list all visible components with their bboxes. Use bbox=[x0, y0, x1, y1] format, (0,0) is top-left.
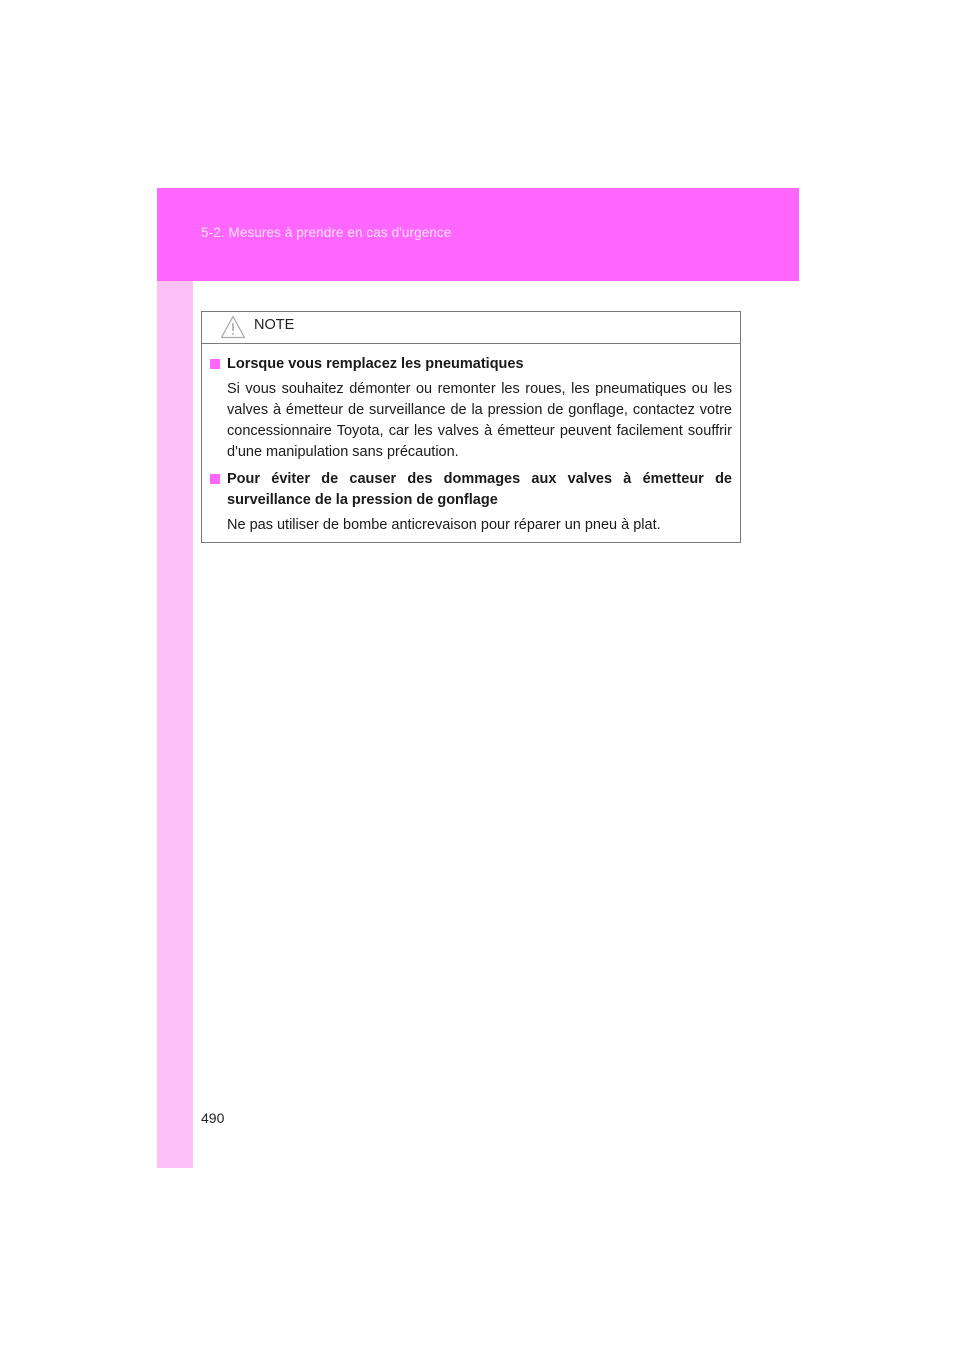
page-number: 490 bbox=[201, 1110, 225, 1126]
note-item-text: Si vous souhaitez démonter ou remonter les roues, les pneumatiques ou les valves à émetteur de surveillance de la pression de gonflage, contactez votre concessionnaire Toyota, car les valves à émetteur peuvent facilement souffrir d'une manipulation sans précaution. bbox=[227, 381, 732, 460]
square-bullet-icon bbox=[210, 474, 220, 484]
note-title: NOTE bbox=[254, 317, 295, 333]
note-item-heading bbox=[210, 354, 732, 375]
note-header bbox=[202, 312, 740, 344]
note-item bbox=[210, 469, 732, 536]
note-item bbox=[210, 354, 732, 463]
side-strip bbox=[157, 188, 193, 1168]
note-item-heading bbox=[210, 469, 732, 511]
warning-triangle-icon bbox=[220, 315, 246, 339]
breadcrumb: 5-2. Mesures à prendre en cas d'urgence bbox=[201, 225, 452, 240]
note-box bbox=[201, 311, 741, 543]
note-item-heading-text: Lorsque vous remplacez les pneumatiques bbox=[227, 356, 524, 372]
note-body bbox=[202, 344, 740, 536]
square-bullet-icon bbox=[210, 359, 220, 369]
note-item-heading-text: Pour éviter de causer des dommages aux valves à émetteur de surveillance de la pression de gonflage bbox=[227, 471, 732, 508]
note-item-text: Ne pas utiliser de bombe anticrevaison pour réparer un pneu à plat. bbox=[227, 517, 661, 533]
